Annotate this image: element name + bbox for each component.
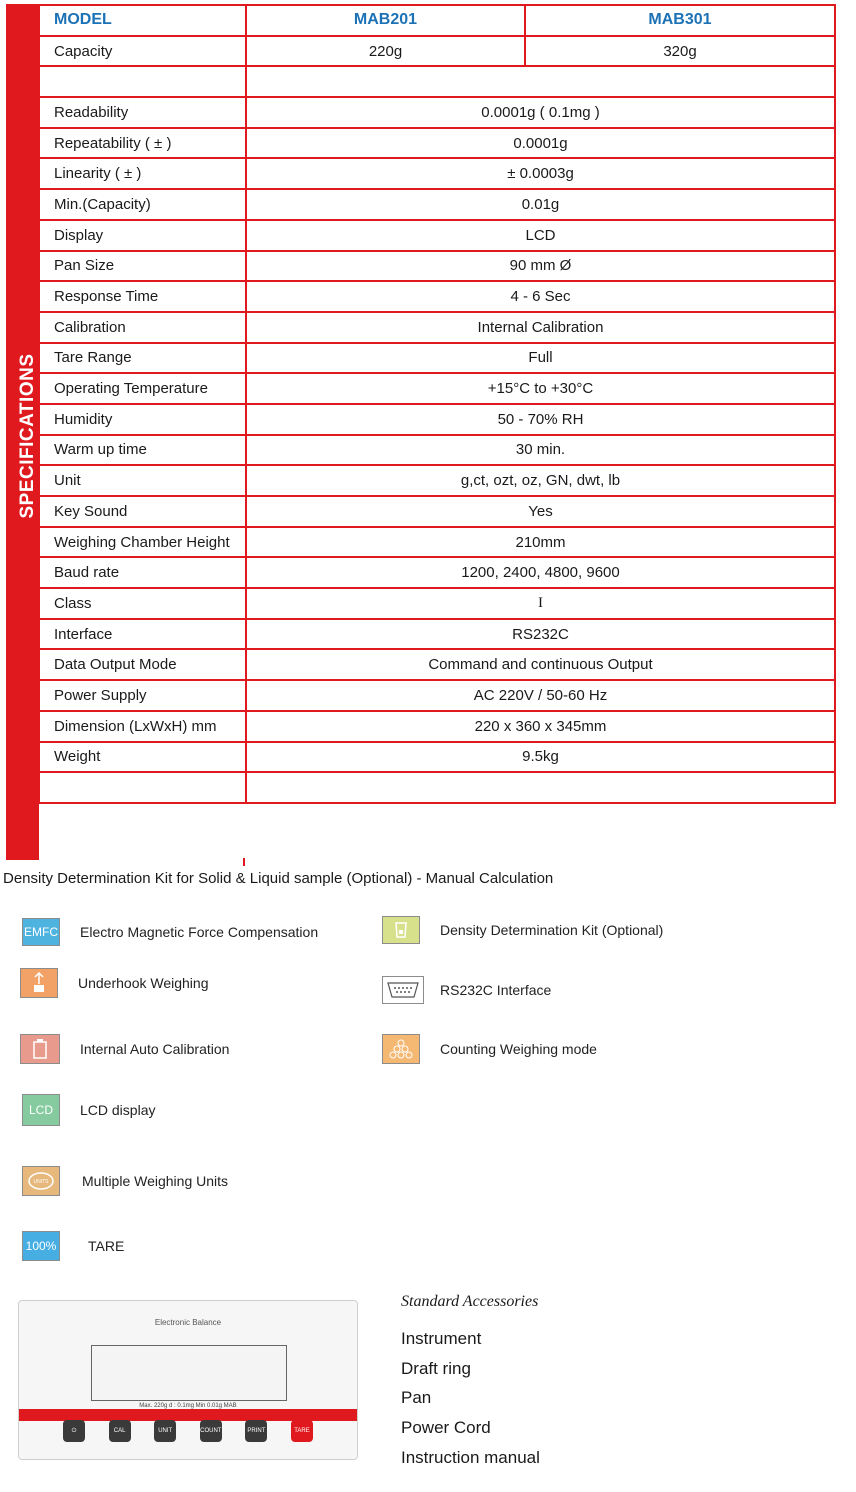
table-row: [39, 680, 835, 711]
spec-label: Humidity: [39, 404, 246, 435]
balance-front-panel: [18, 1300, 358, 1460]
spec-label: Unit: [39, 465, 246, 496]
tare-key: TARE: [291, 1420, 313, 1442]
spec-value: Full: [246, 343, 835, 374]
keypad: [63, 1420, 313, 1442]
spec-label: Pan Size: [39, 251, 246, 282]
model-header: MODEL: [39, 5, 246, 36]
table-row: [39, 619, 835, 650]
table-row: [39, 588, 835, 619]
spec-label: Operating Temperature: [39, 373, 246, 404]
table-row: [39, 128, 835, 159]
spec-label: Key Sound: [39, 496, 246, 527]
spec-value: Internal Calibration: [246, 312, 835, 343]
feature-density-kit: [382, 916, 663, 944]
spec-label: Readability: [39, 97, 246, 128]
list-item: Pan: [401, 1388, 432, 1408]
lcd-screen: [91, 1345, 287, 1401]
table-row: [39, 435, 835, 466]
cal-key: CAL: [109, 1420, 131, 1442]
table-row: [39, 373, 835, 404]
table-row: [39, 404, 835, 435]
feature-lcd: [22, 1094, 155, 1126]
feature-label: Internal Auto Calibration: [80, 1041, 230, 1057]
feature-label: Counting Weighing mode: [440, 1041, 597, 1057]
table-row: [39, 649, 835, 680]
table-row: [39, 189, 835, 220]
spec-value: 4 - 6 Sec: [246, 281, 835, 312]
blank-row: [39, 772, 835, 803]
feature-label: Multiple Weighing Units: [82, 1173, 229, 1189]
table-row: [39, 220, 835, 251]
feature-label: TARE: [88, 1238, 125, 1254]
blank-row: [39, 66, 835, 97]
spec-label: Calibration: [39, 312, 246, 343]
feature-label: Electro Magnetic Force Compensation: [80, 924, 319, 940]
feature-label: RS232C Interface: [440, 982, 552, 998]
emfc-icon: EMFC: [22, 918, 60, 946]
density-kit-icon: [382, 916, 420, 944]
spec-value: RS232C: [246, 619, 835, 650]
capacity-row: [39, 36, 835, 67]
lcd-icon: LCD: [22, 1094, 60, 1126]
spec-value: 0.01g: [246, 189, 835, 220]
feature-rs232c: [382, 976, 551, 1004]
density-kit-note: Density Determination Kit for Solid & Liquid sample (Optional) - Manual Calculation: [3, 870, 554, 887]
sidebar-label: SPECIFICATIONS: [17, 353, 38, 519]
capacity-label: Capacity: [39, 36, 246, 67]
spec-label: Display: [39, 220, 246, 251]
spec-label: Baud rate: [39, 557, 246, 588]
spec-value: +15°C to +30°C: [246, 373, 835, 404]
spec-label: Dimension (LxWxH) mm: [39, 711, 246, 742]
spec-label: Min.(Capacity): [39, 189, 246, 220]
spec-value: I: [246, 588, 835, 619]
spec-label: Data Output Mode: [39, 649, 246, 680]
units-icon: [22, 1166, 60, 1196]
tare-icon: 100%: [22, 1231, 60, 1261]
spec-value: 0.0001g: [246, 128, 835, 159]
spec-value: Yes: [246, 496, 835, 527]
spec-value: g,ct, ozt, oz, GN, dwt, lb: [246, 465, 835, 496]
spec-label: Linearity ( ± ): [39, 158, 246, 189]
spec-value: 30 min.: [246, 435, 835, 466]
print-key: PRINT: [245, 1420, 267, 1442]
underhook-icon: [20, 968, 58, 998]
spec-label: Class: [39, 588, 246, 619]
table-row: [39, 158, 835, 189]
spec-label: Response Time: [39, 281, 246, 312]
panel-info: Max. 220g d : 0.1mg Min 0.01g MAB: [139, 1403, 237, 1409]
rs232c-connector-icon: [382, 976, 424, 1004]
accessories-title: Standard Accessories: [401, 1293, 539, 1310]
accessories-list: [401, 1324, 540, 1473]
feature-internal-calibration: [20, 1034, 229, 1064]
spec-label: Weight: [39, 742, 246, 773]
panel-title: Electronic Balance: [154, 1318, 222, 1327]
table-row: [39, 312, 835, 343]
specifications-table: [38, 4, 836, 804]
feature-units: [22, 1166, 236, 1196]
spec-label: Tare Range: [39, 343, 246, 374]
unit-key: UNIT: [154, 1420, 176, 1442]
specifications-sidebar: [6, 4, 39, 860]
list-item: Instruction manual: [401, 1447, 540, 1467]
spec-value: ± 0.0003g: [246, 158, 835, 189]
divider: [243, 858, 245, 866]
feature-label: Density Determination Kit (Optional): [440, 922, 664, 938]
spec-value: 1200, 2400, 4800, 9600: [246, 557, 835, 588]
table-row: [39, 251, 835, 282]
spec-value: 210mm: [246, 527, 835, 558]
calibration-weight-icon: [20, 1034, 60, 1064]
model-mab301-header: MAB301: [525, 5, 835, 36]
spec-label: Power Supply: [39, 680, 246, 711]
table-header-row: [39, 5, 835, 36]
spec-value: 0.0001g ( 0.1mg ): [246, 97, 835, 128]
feature-label: Underhook Weighing: [78, 975, 209, 991]
spec-label: Weighing Chamber Height: [39, 527, 246, 558]
table-row: [39, 711, 835, 742]
power-key: ⏻: [63, 1420, 85, 1442]
spec-label: Repeatability ( ± ): [39, 128, 246, 159]
counting-icon: [382, 1034, 420, 1064]
feature-emfc: [22, 918, 318, 946]
feature-counting: [382, 1034, 597, 1064]
count-key: COUNT: [200, 1420, 222, 1442]
model-mab201-header: MAB201: [246, 5, 525, 36]
spec-value: 50 - 70% RH: [246, 404, 835, 435]
table-row: [39, 465, 835, 496]
svg-text:UNITS: UNITS: [33, 1179, 49, 1185]
list-item: Instrument: [401, 1329, 482, 1348]
feature-tare: [22, 1231, 124, 1261]
feature-underhook: [20, 968, 209, 998]
feature-label: LCD display: [80, 1102, 156, 1118]
table-row: [39, 742, 835, 773]
spec-value: Command and continuous Output: [246, 649, 835, 680]
spec-label: Interface: [39, 619, 246, 650]
spec-label: Warm up time: [39, 435, 246, 466]
spec-value: LCD: [246, 220, 835, 251]
list-item: Draft ring: [401, 1358, 471, 1378]
list-item: Power Cord: [401, 1418, 491, 1438]
spec-value: 9.5kg: [246, 742, 835, 773]
table-row: [39, 496, 835, 527]
spec-value: 220 x 360 x 345mm: [246, 711, 835, 742]
spec-value: 90 mm Ø: [246, 251, 835, 282]
table-row: [39, 281, 835, 312]
table-row: [39, 557, 835, 588]
table-row: [39, 527, 835, 558]
table-row: [39, 97, 835, 128]
capacity-mab201: 220g: [246, 36, 525, 67]
spec-value: AC 220V / 50-60 Hz: [246, 680, 835, 711]
capacity-mab301: 320g: [525, 36, 835, 67]
table-row: [39, 343, 835, 374]
